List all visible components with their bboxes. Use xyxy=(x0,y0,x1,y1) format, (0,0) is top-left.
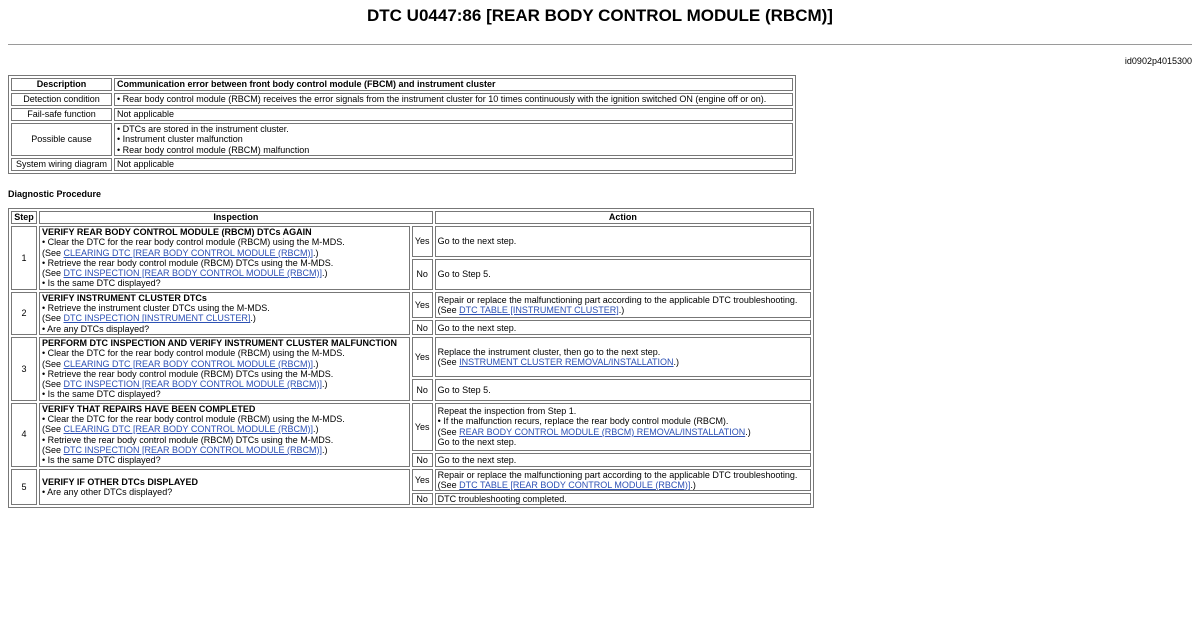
text-line: Go to Step 5. xyxy=(437,384,491,395)
see-reference xyxy=(42,248,407,258)
see-suffix: .) xyxy=(673,356,680,367)
text-line: Go to the next step. xyxy=(437,322,517,333)
bullet-line: • If the malfunction recurs, replace the rear body control module (RBCM). xyxy=(438,416,808,426)
see-suffix: .) xyxy=(745,426,751,437)
see-suffix: .) xyxy=(322,379,328,390)
reference-link[interactable]: CLEARING DTC [REAR BODY CONTROL MODULE (RBCM)] xyxy=(63,424,314,435)
diag-row xyxy=(11,403,811,451)
inspection-cell xyxy=(39,337,410,401)
bullet-line: • Clear the DTC for the rear body control module (RBCM) using the M-MDS. xyxy=(42,414,407,424)
reference-link[interactable]: CLEARING DTC [REAR BODY CONTROL MODULE (RBCM)] xyxy=(63,247,314,258)
inspection-title: VERIFY IF OTHER DTCs DISPLAYED xyxy=(41,476,199,487)
description-text: • Rear body control module (RBCM) malfunction xyxy=(117,145,790,155)
text-line: DTC troubleshooting completed. xyxy=(437,494,567,505)
see-suffix: .) xyxy=(313,424,319,435)
reference-link[interactable]: CLEARING DTC [REAR BODY CONTROL MODULE (RBCM)] xyxy=(63,358,314,369)
inspection-cell xyxy=(39,226,410,290)
bullet-line: • Are any other DTCs displayed? xyxy=(42,487,407,497)
description-value xyxy=(114,123,793,156)
diag-header-row xyxy=(11,211,811,224)
see-suffix: .) xyxy=(313,358,319,369)
page-title: DTC U0447:86 [REAR BODY CONTROL MODULE (RBCM)] xyxy=(367,6,833,25)
description-label: Detection condition xyxy=(11,93,112,106)
see-prefix: (See xyxy=(41,313,64,324)
action-cell xyxy=(435,453,811,467)
step-number: 5 xyxy=(11,469,37,506)
answer-label: Yes xyxy=(412,337,433,377)
reference-link[interactable]: DTC INSPECTION [REAR BODY CONTROL MODULE (RBCM)] xyxy=(63,444,323,455)
inspection-title: VERIFY THAT REPAIRS HAVE BEEN COMPLETED xyxy=(41,403,256,414)
see-prefix: (See xyxy=(41,268,64,279)
see-reference xyxy=(438,427,808,437)
answer-label: No xyxy=(412,259,433,290)
answer-label: Yes xyxy=(412,226,433,257)
see-suffix: .) xyxy=(250,313,256,324)
see-reference xyxy=(42,359,407,369)
text-line: Go to Step 5. xyxy=(437,269,491,280)
bullet-line: • Is the same DTC displayed? xyxy=(42,278,407,288)
see-reference xyxy=(42,268,407,278)
inspection-title: VERIFY INSTRUMENT CLUSTER DTCs xyxy=(41,292,207,303)
action-cell xyxy=(435,320,811,335)
bullet-line: • Are any DTCs displayed? xyxy=(42,324,407,334)
description-text: • DTCs are stored in the instrument cluster. xyxy=(117,124,790,134)
action-cell xyxy=(435,226,811,257)
see-suffix: .) xyxy=(313,247,319,258)
bullet-line: • Retrieve the rear body control module (RBCM) DTCs using the M-MDS. xyxy=(42,435,407,445)
action-cell xyxy=(435,259,811,290)
description-label: Fail-safe function xyxy=(11,108,112,121)
reference-link[interactable]: DTC INSPECTION [INSTRUMENT CLUSTER] xyxy=(63,313,251,324)
description-row xyxy=(11,123,793,156)
description-value xyxy=(114,78,793,91)
see-reference xyxy=(438,357,808,367)
action-cell xyxy=(435,292,811,319)
text-line: Go to the next step. xyxy=(437,236,517,247)
bullet-line: • Clear the DTC for the rear body control module (RBCM) using the M-MDS. xyxy=(42,348,407,358)
see-prefix: (See xyxy=(41,247,64,258)
description-text: Not applicable xyxy=(117,159,175,170)
answer-label: No xyxy=(412,493,433,505)
bullet-line: • Retrieve the rear body control module (RBCM) DTCs using the M-MDS. xyxy=(42,369,407,379)
answer-label: No xyxy=(412,320,433,335)
action-cell xyxy=(435,493,811,505)
answer-label: No xyxy=(412,379,433,401)
description-text: Communication error between front body control module (FBCM) and instrument cluster xyxy=(117,79,496,90)
description-label: Description xyxy=(11,78,112,91)
inspection-cell xyxy=(39,292,410,335)
see-reference xyxy=(438,305,808,315)
see-prefix: (See xyxy=(41,444,64,455)
action-cell xyxy=(435,469,811,492)
answer-label: Yes xyxy=(412,403,433,451)
description-label: System wiring diagram xyxy=(11,158,112,171)
see-reference xyxy=(42,424,407,434)
action-column-header: Action xyxy=(435,211,811,224)
answer-label: Yes xyxy=(412,469,433,492)
bullet-line: • Is the same DTC displayed? xyxy=(42,389,407,399)
bullet-line: • Retrieve the instrument cluster DTCs using the M-MDS. xyxy=(42,303,407,313)
reference-link[interactable]: INSTRUMENT CLUSTER REMOVAL/INSTALLATION xyxy=(459,356,674,367)
inspection-cell xyxy=(39,469,410,506)
answer-label: No xyxy=(412,453,433,467)
inspection-column-header: Inspection xyxy=(39,211,433,224)
reference-link[interactable]: REAR BODY CONTROL MODULE (RBCM) REMOVAL/INSTALLATION xyxy=(459,426,746,437)
see-prefix: (See xyxy=(41,379,64,390)
step-number: 2 xyxy=(11,292,37,335)
text-line: Go to the next step. xyxy=(437,454,517,465)
description-value xyxy=(114,108,793,121)
inspection-cell xyxy=(39,403,410,467)
description-text: Not applicable xyxy=(117,109,175,120)
action-cell xyxy=(435,337,811,377)
step-number: 3 xyxy=(11,337,37,401)
diag-row xyxy=(11,292,811,319)
action-cell xyxy=(435,379,811,401)
bullet-line: • Is the same DTC displayed? xyxy=(42,455,407,465)
reference-link[interactable]: DTC INSPECTION [REAR BODY CONTROL MODULE (RBCM)] xyxy=(63,268,323,279)
step-number: 1 xyxy=(11,226,37,290)
document-id: id0902p4015300 xyxy=(1124,56,1192,66)
diag-row xyxy=(11,226,811,257)
description-value xyxy=(114,158,793,171)
description-text: • Instrument cluster malfunction xyxy=(117,134,790,144)
step-column-header: Step xyxy=(11,211,37,224)
text-line: Repair or replace the malfunctioning part according to the applicable DTC troubleshooting. xyxy=(437,294,798,305)
step-number: 4 xyxy=(11,403,37,467)
see-prefix: (See xyxy=(437,479,460,490)
text-line: Go to the next step. xyxy=(437,437,517,448)
action-cell xyxy=(435,403,811,451)
see-prefix: (See xyxy=(41,358,64,369)
see-suffix: .) xyxy=(618,305,625,316)
description-table xyxy=(8,75,796,174)
inspection-title: VERIFY REAR BODY CONTROL MODULE (RBCM) DTCs AGAIN xyxy=(41,227,312,237)
answer-label: Yes xyxy=(412,292,433,319)
description-row xyxy=(11,108,793,121)
see-reference xyxy=(42,379,407,389)
see-reference xyxy=(438,480,808,490)
description-value xyxy=(114,93,793,106)
see-reference xyxy=(42,445,407,455)
see-suffix: .) xyxy=(690,479,696,490)
see-suffix: .) xyxy=(322,444,328,455)
description-label: Possible cause xyxy=(11,123,112,156)
text-line: Repair or replace the malfunctioning part according to the applicable DTC troubleshooting. xyxy=(437,469,798,480)
reference-link[interactable]: DTC TABLE [REAR BODY CONTROL MODULE (RBCM)] xyxy=(459,479,691,490)
description-text: • Rear body control module (RBCM) receives the error signals from the instrument cluster for 10 times continuously with the ignition switched ON (engine off or on). xyxy=(117,94,790,104)
diag-row xyxy=(11,469,811,492)
description-row xyxy=(11,158,793,171)
bullet-line: • Retrieve the rear body control module (RBCM) DTCs using the M-MDS. xyxy=(42,258,407,268)
text-line: Repeat the inspection from Step 1. xyxy=(437,406,577,417)
diag-row xyxy=(11,337,811,377)
title-divider xyxy=(8,44,1192,45)
see-prefix: (See xyxy=(437,356,460,367)
see-prefix: (See xyxy=(437,305,460,316)
description-row xyxy=(11,78,793,91)
see-prefix: (See xyxy=(437,426,460,437)
bullet-line: • Clear the DTC for the rear body control module (RBCM) using the M-MDS. xyxy=(42,237,407,247)
see-prefix: (See xyxy=(41,424,64,435)
description-row xyxy=(11,93,793,106)
diagnostic-procedure-table xyxy=(8,208,814,508)
inspection-title: PERFORM DTC INSPECTION AND VERIFY INSTRUMENT CLUSTER MALFUNCTION xyxy=(41,337,397,348)
see-reference xyxy=(42,313,407,323)
reference-link[interactable]: DTC INSPECTION [REAR BODY CONTROL MODULE (RBCM)] xyxy=(63,379,323,390)
reference-link[interactable]: DTC TABLE [INSTRUMENT CLUSTER] xyxy=(459,305,619,316)
text-line: Replace the instrument cluster, then go to the next step. xyxy=(437,346,661,357)
see-suffix: .) xyxy=(322,268,328,279)
diagnostic-procedure-heading: Diagnostic Procedure xyxy=(8,189,102,199)
